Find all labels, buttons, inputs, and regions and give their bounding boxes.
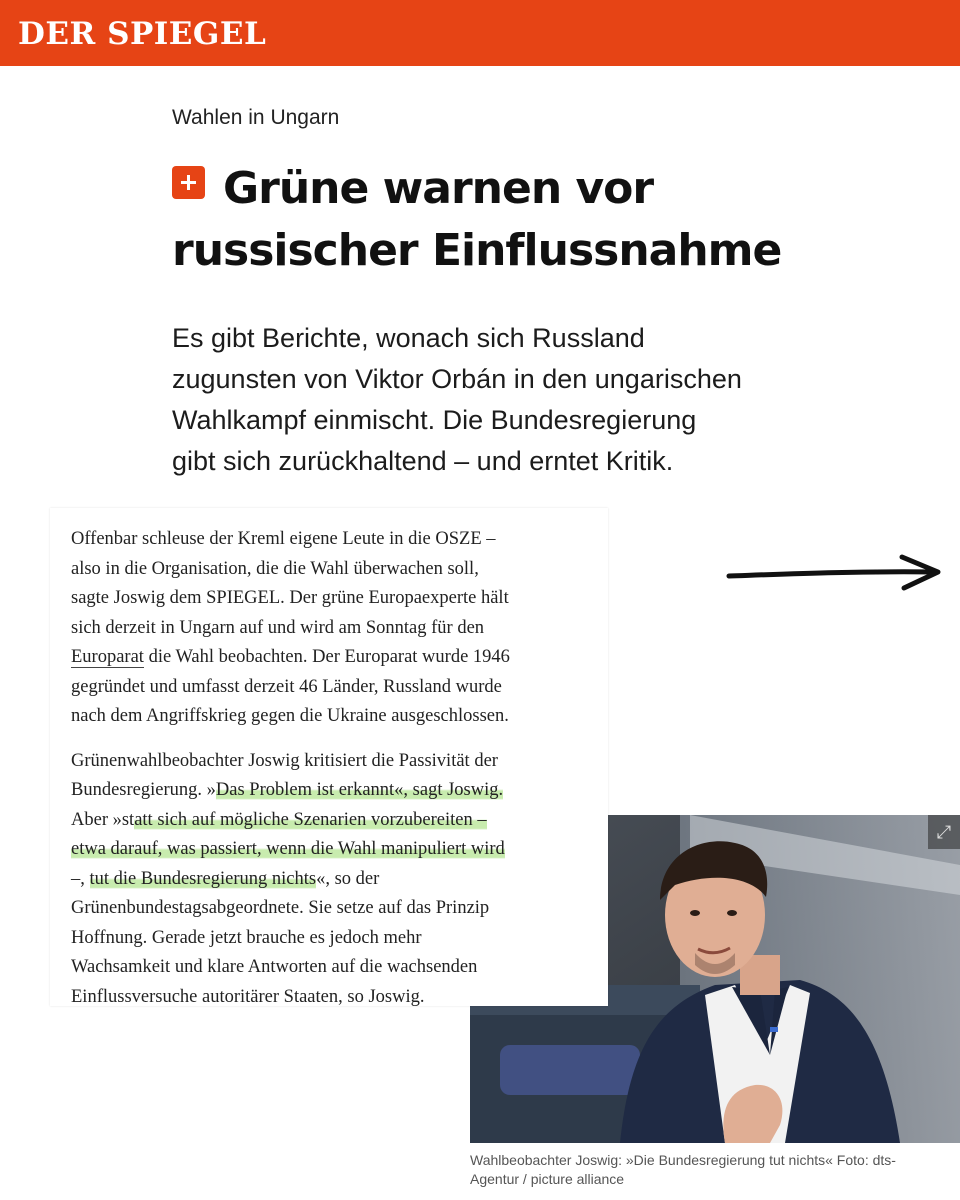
arrow-right-icon xyxy=(726,552,946,596)
masthead xyxy=(0,0,960,66)
highlighted-quote: Das Problem ist erkannt«, sagt Joswig. xyxy=(215,780,504,800)
article-kicker[interactable]: Wahlen in Ungarn xyxy=(172,106,340,129)
article-excerpt xyxy=(50,508,608,1006)
paragraph-2: Grünenwahlbeobachter Joswig kritisiert die Passivität der Bundesregierung. »Das Problem ist erkannt«, sagt Joswig. Aber »statt sich auf mögliche Szenarien vorzubereiten – etwa darauf, was passiert, wenn die Wahl manipuliert wird –, tut die Bundesregierung nichts«, so der Grünenbundestagsabgeordnete. Sie setze auf das Prinzip Hoffnung. Gerade jetzt brauche es jedoch mehr Wachsamkeit und klare Antworten auf die wachsenden Einflussversuche autoritärer Staaten, so Joswig. xyxy=(71,750,505,1007)
highlighted-quote: tut die Bundesregierung nichts xyxy=(89,868,317,889)
article-teaser xyxy=(172,318,832,482)
highlighted-quote: att sich auf mögliche Szenarien vorzubereiten – xyxy=(134,809,487,830)
article-headline xyxy=(172,158,872,282)
expand-icon[interactable]: ⤢ xyxy=(928,815,960,849)
highlighted-quote: etwa darauf, was passiert, wenn die Wahl manipuliert wird xyxy=(71,839,505,859)
teaser-line: Es gibt Berichte, wonach sich Russland xyxy=(172,323,645,353)
headline-line-2: russischer Einflussnahme xyxy=(172,225,782,276)
teaser-line: gibt sich zurückhaltend – und erntet Kritik. xyxy=(172,446,674,476)
spiegel-plus-icon xyxy=(172,166,205,199)
europarat-link[interactable]: Europarat xyxy=(71,647,144,667)
photo-caption: Wahlbeobachter Joswig: »Die Bundesregierung tut nichts« Foto: dts- Agentur / picture alliance xyxy=(470,1152,896,1187)
paragraph-1: Offenbar schleuse der Kreml eigene Leute in die OSZE – also in die Organisation, die die Wahl überwachen soll, sagte Joswig dem SPIEGEL. Der grüne Europaexperte hält sich derzeit in Ungarn auf und wird am Sonntag für den Europarat die Wahl beobachten. Der Europarat wurde 1946 gegründet und umfasst derzeit 46 Länder, Russland wurde nach dem Angriffskrieg gegen die Ukraine ausgeschlossen. xyxy=(71,529,510,726)
spiegel-logo[interactable]: DER SPIEGEL xyxy=(18,16,267,52)
teaser-line: zugunsten von Viktor Orbán in den ungarischen xyxy=(172,364,742,394)
headline-line-1: Grüne warnen vor xyxy=(223,163,654,214)
teaser-line: Wahlkampf einmischt. Die Bundesregierung xyxy=(172,405,697,435)
